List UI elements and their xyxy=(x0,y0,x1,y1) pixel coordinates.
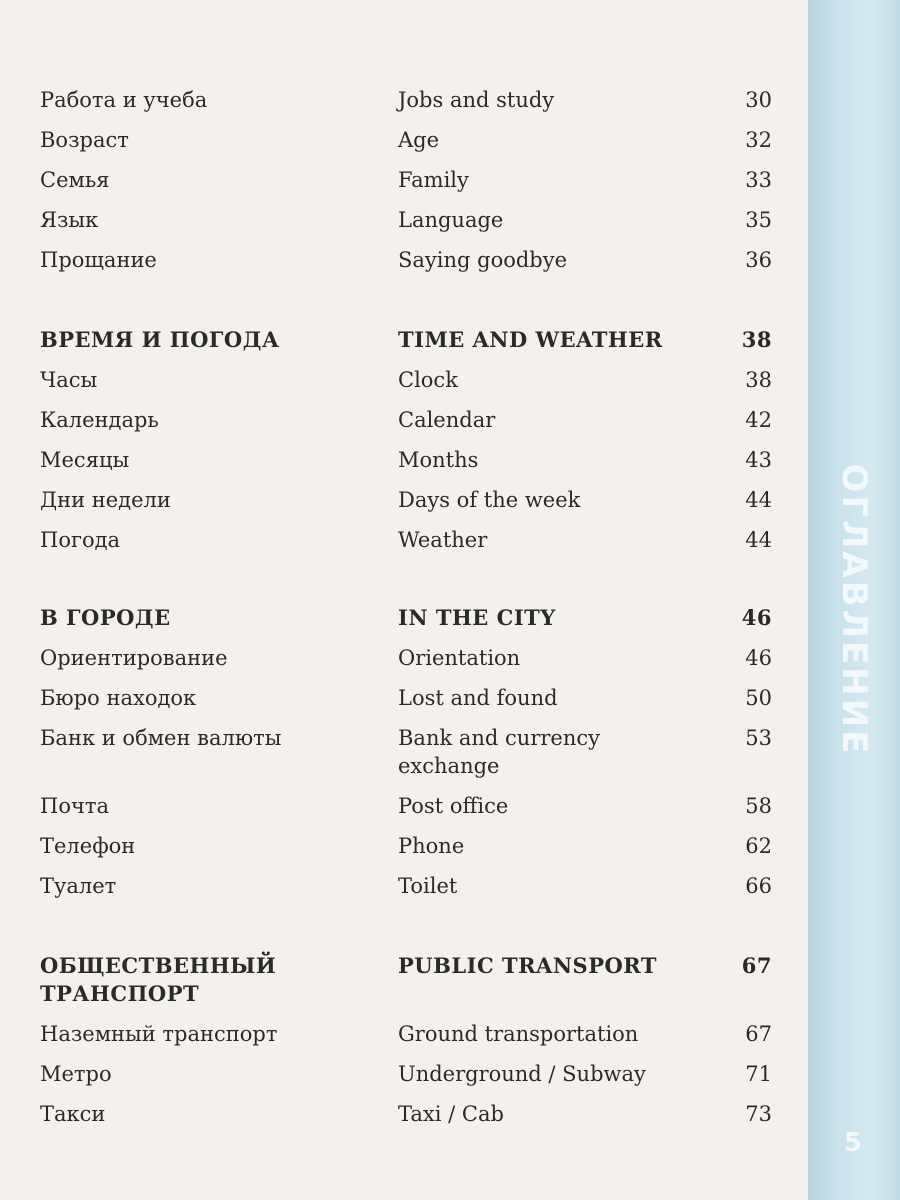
entry-en: Days of the week xyxy=(398,488,581,512)
entry-en: Phone xyxy=(398,834,465,858)
entry-page: 33 xyxy=(745,168,772,192)
toc-section-heading[interactable] xyxy=(0,952,808,1018)
entry-en: Months xyxy=(398,448,479,472)
entry-page: 30 xyxy=(745,88,772,112)
toc-entry[interactable] xyxy=(0,246,808,286)
entry-page: 66 xyxy=(745,874,772,898)
toc-entry[interactable] xyxy=(0,206,808,246)
entry-page: 46 xyxy=(745,646,772,670)
entry-en: Taxi / Cab xyxy=(398,1102,504,1126)
entry-page: 43 xyxy=(745,448,772,472)
entry-en: Calendar xyxy=(398,408,496,432)
entry-en: Toilet xyxy=(398,874,458,898)
toc-entry[interactable] xyxy=(0,792,808,832)
toc-entry[interactable] xyxy=(0,1100,808,1140)
entry-en: Orientation xyxy=(398,646,521,670)
section-ru: В ГОРОДЕ xyxy=(40,605,171,630)
toc-entry[interactable] xyxy=(0,644,808,684)
entry-page: 44 xyxy=(745,528,772,552)
toc-entry[interactable] xyxy=(0,86,808,126)
entry-page: 71 xyxy=(745,1062,772,1086)
entry-ru: Часы xyxy=(40,368,98,392)
entry-ru: Семья xyxy=(40,168,110,192)
entry-page: 42 xyxy=(745,408,772,432)
entry-page: 36 xyxy=(745,248,772,272)
entry-page: 67 xyxy=(745,1022,772,1046)
entry-en: Saying goodbye xyxy=(398,248,568,272)
entry-en: Bank and currency exchange xyxy=(398,726,600,778)
toc-entry[interactable] xyxy=(0,872,808,912)
entry-ru: Банк и обмен валюты xyxy=(40,726,282,750)
entry-page: 58 xyxy=(745,794,772,818)
toc-section-heading[interactable] xyxy=(0,604,808,644)
entry-en: Post office xyxy=(398,794,509,818)
entry-page: 50 xyxy=(745,686,772,710)
section-page: 38 xyxy=(741,327,772,352)
entry-page: 38 xyxy=(745,368,772,392)
toc-section-heading[interactable] xyxy=(0,326,808,366)
entry-ru: Бюро находок xyxy=(40,686,197,710)
toc-entry[interactable] xyxy=(0,684,808,724)
entry-en: Clock xyxy=(398,368,458,392)
page-number: 5 xyxy=(843,1128,862,1158)
toc-entry[interactable] xyxy=(0,486,808,526)
toc-entry[interactable] xyxy=(0,366,808,406)
entry-ru: Погода xyxy=(40,528,121,552)
section-ru: ВРЕМЯ И ПОГОДА xyxy=(40,327,280,352)
entry-ru: Ориентирование xyxy=(40,646,228,670)
entry-ru: Наземный транспорт xyxy=(40,1022,278,1046)
entry-page: 35 xyxy=(745,208,772,232)
entry-ru: Такси xyxy=(40,1102,106,1126)
entry-ru: Язык xyxy=(40,208,99,232)
toc-entry[interactable] xyxy=(0,166,808,206)
toc-entry[interactable] xyxy=(0,406,808,446)
entry-en: Age xyxy=(398,128,440,152)
entry-ru: Работа и учеба xyxy=(40,88,208,112)
toc-entry[interactable] xyxy=(0,126,808,166)
entry-page: 44 xyxy=(745,488,772,512)
entry-en: Family xyxy=(398,168,469,192)
entry-en: Weather xyxy=(398,528,488,552)
section-ru: ОБЩЕСТВЕННЫЙ ТРАНСПОРТ xyxy=(40,953,277,1006)
entry-page: 32 xyxy=(745,128,772,152)
entry-page: 73 xyxy=(745,1102,772,1126)
toc-entry[interactable] xyxy=(0,1020,808,1060)
sidebar-title: ОГЛАВЛЕНИЕ xyxy=(834,463,874,757)
section-en: PUBLIC TRANSPORT xyxy=(398,953,657,978)
entry-ru: Прощание xyxy=(40,248,157,272)
toc-entry[interactable] xyxy=(0,724,808,790)
section-sidebar xyxy=(808,0,900,1200)
toc-entry[interactable] xyxy=(0,1060,808,1100)
section-page: 46 xyxy=(741,605,772,630)
entry-en: Lost and found xyxy=(398,686,558,710)
entry-ru: Месяцы xyxy=(40,448,130,472)
section-page: 67 xyxy=(741,953,772,978)
entry-ru: Календарь xyxy=(40,408,159,432)
entry-en: Language xyxy=(398,208,504,232)
entry-en: Jobs and study xyxy=(398,88,555,112)
entry-ru: Телефон xyxy=(40,834,136,858)
entry-ru: Туалет xyxy=(40,874,117,898)
entry-ru: Дни недели xyxy=(40,488,171,512)
entry-page: 62 xyxy=(745,834,772,858)
entry-page: 53 xyxy=(745,726,772,750)
entry-en: Ground transportation xyxy=(398,1022,639,1046)
entry-ru: Метро xyxy=(40,1062,112,1086)
section-en: IN THE CITY xyxy=(398,605,556,630)
entry-en: Underground / Subway xyxy=(398,1062,646,1086)
toc-entry[interactable] xyxy=(0,832,808,872)
entry-ru: Возраст xyxy=(40,128,129,152)
toc-entry[interactable] xyxy=(0,526,808,566)
section-en: TIME AND WEATHER xyxy=(398,327,663,352)
entry-ru: Почта xyxy=(40,794,109,818)
toc-entry[interactable] xyxy=(0,446,808,486)
